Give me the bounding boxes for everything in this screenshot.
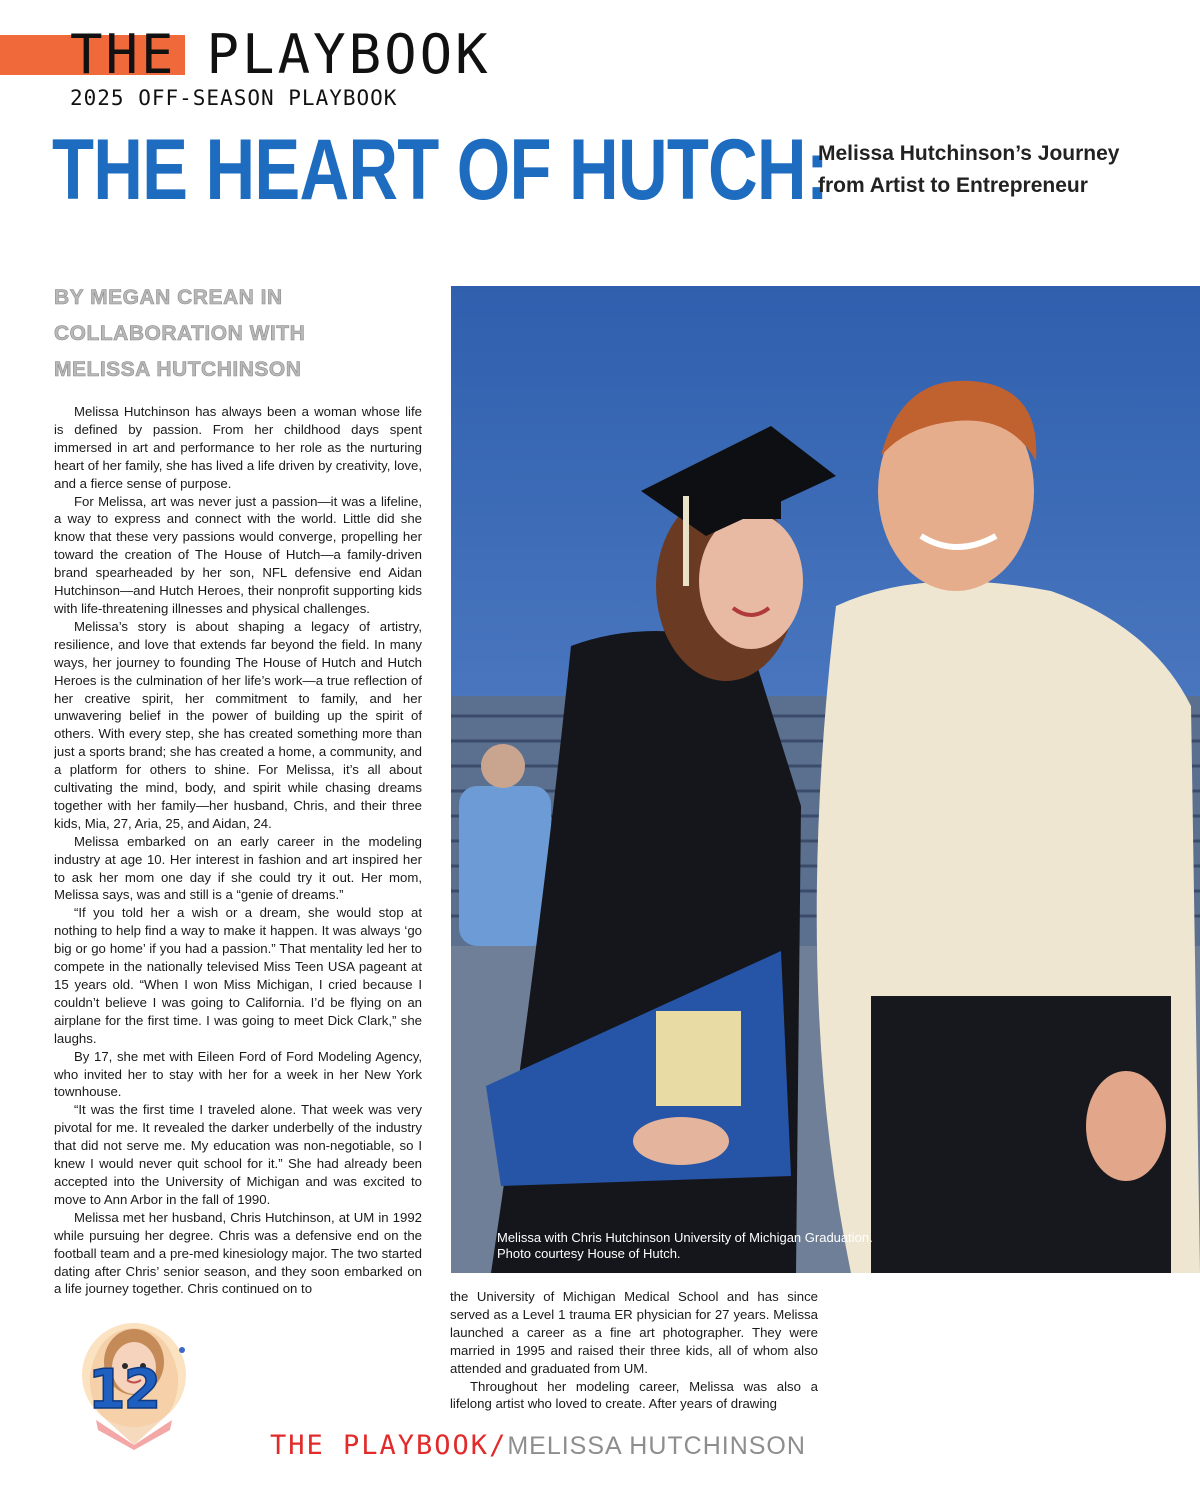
- paragraph: Throughout her modeling career, Melissa was also a lifelong artist who loved to create. After years of drawing: [450, 1378, 818, 1412]
- paragraph: Melissa met her husband, Chris Hutchinson, at UM in 1992 while pursuing her degree. Chris was a defensive end on the football team and a pre-med kinesiology major. The two started dating after Chris’ senior season, and they soon embarked on a life journey together. Chris continued on to: [54, 1209, 422, 1297]
- paragraph: By 17, she met with Eileen Ford of Ford Modeling Agency, who invited her to stay with her for a week in her New York townhouse.: [54, 1048, 422, 1100]
- paragraph: “If you told her a wish or a dream, she would stop at nothing to help find a way to make it happen. It was always ‘go big or go home’ if you had a passion.” That mentality led her to compete in the nationally televised Miss Teen USA pageant at 15 years old. “When I won Miss Michigan, I cried because I couldn’t believe I was going to California. I’d be flying on an airplane for the first time. I was going to meet Dick Clark,” she laughs.: [54, 905, 422, 1046]
- page-number: 12: [88, 1358, 160, 1421]
- masthead-logo: [70, 23, 491, 86]
- body-column-right: [450, 1288, 818, 1416]
- footer-publication: THE PLAYBOOK/: [270, 1430, 508, 1461]
- deck-line-2: from Artist to Entrepreneur: [818, 174, 1088, 197]
- masthead-the: THE: [70, 23, 177, 86]
- deck-line-1: Melissa Hutchinson’s Journey: [818, 142, 1120, 165]
- paragraph: “It was the first time I traveled alone. That week was very pivotal for me. It revealed the darker underbelly of the industry that did not serve me. My education was non-negotiable, so I knew I would never quit school for it.” She had already been accepted into the University of Michigan and was excited to move to Ann Arbor in the fall of 1990.: [54, 1102, 422, 1207]
- byline-line-2: COLLABORATION WITH: [54, 322, 306, 345]
- paragraph: Melissa’s story is about shaping a legacy of artistry, resilience, and love that extends far beyond the field. In many ways, her journey to founding The House of Hutch and Hutch Heroes is the culmination of her life’s work—a true reflection of her creative spirit, her commitment to family, and her unwavering belief in the power of building up the spirit of others. With every step, she has created something more than just a sports brand; she has created a home, a community, and a platform for others to shine. For Melissa, it’s all about cultivating the mind, body, and spirit while chasing dreams together with her family—her husband, Chris, and their three kids, Mia, 27, Aria, 25, and Aidan, 24.: [54, 618, 422, 831]
- page-footer: [270, 1430, 806, 1461]
- article-headline: THE HEART OF HUTCH:: [52, 122, 828, 218]
- paragraph: the University of Michigan Medical School and has since served as a Level 1 trauma ER physician for 27 years. Melissa launched a career as a fine art photographer. They were married in 1995 and raised their three kids, all of whom also attended and graduated from UM.: [450, 1289, 818, 1376]
- byline-line-1: BY MEGAN CREAN IN: [54, 286, 283, 309]
- paragraph: Melissa embarked on an early career in the modeling industry at age 10. Her interest in fashion and art inspired her to ask her mom one day if she could try it out. Her mom, Melissa says, was and still is a “genie of dreams.”: [54, 833, 422, 903]
- byline-line-3: MELISSA HUTCHINSON: [54, 358, 302, 381]
- masthead-playbook: PLAYBOOK: [206, 23, 491, 86]
- article-byline: [54, 280, 414, 388]
- photo-caption: [497, 1230, 977, 1262]
- caption-line-1: Melissa with Chris Hutchinson University of Michigan Graduation.: [497, 1230, 873, 1245]
- paragraph: Melissa Hutchinson has always been a woman whose life is defined by passion. From her childhood days spent immersed in art and performance to her role as the nurturing heart of her family, she has lived a life driven by creativity, love, and a fierce sense of purpose.: [54, 404, 422, 491]
- footer-article-name: MELISSA HUTCHINSON: [507, 1432, 806, 1460]
- body-column-left: [54, 403, 422, 1318]
- article-deck: [818, 138, 1178, 202]
- masthead-subtitle: 2025 OFF-SEASON PLAYBOOK: [70, 86, 398, 110]
- page-number-badge: [74, 1320, 194, 1450]
- caption-line-2: Photo courtesy House of Hutch.: [497, 1246, 681, 1261]
- paragraph: For Melissa, art was never just a passion—it was a lifeline, a way to express and connect with the world. Little did she know that these very passions would converge, propelling her toward the creation of The House of Hutch—a family-driven brand spearheaded by her son, NFL defensive end Aidan Hutchinson—and Hutch Heroes, their nonprofit supporting kids with life-threatening illnesses and physical challenges.: [54, 493, 422, 616]
- graduation-photo: [451, 286, 1200, 1273]
- graduation-photo-illustration: [451, 286, 1200, 1273]
